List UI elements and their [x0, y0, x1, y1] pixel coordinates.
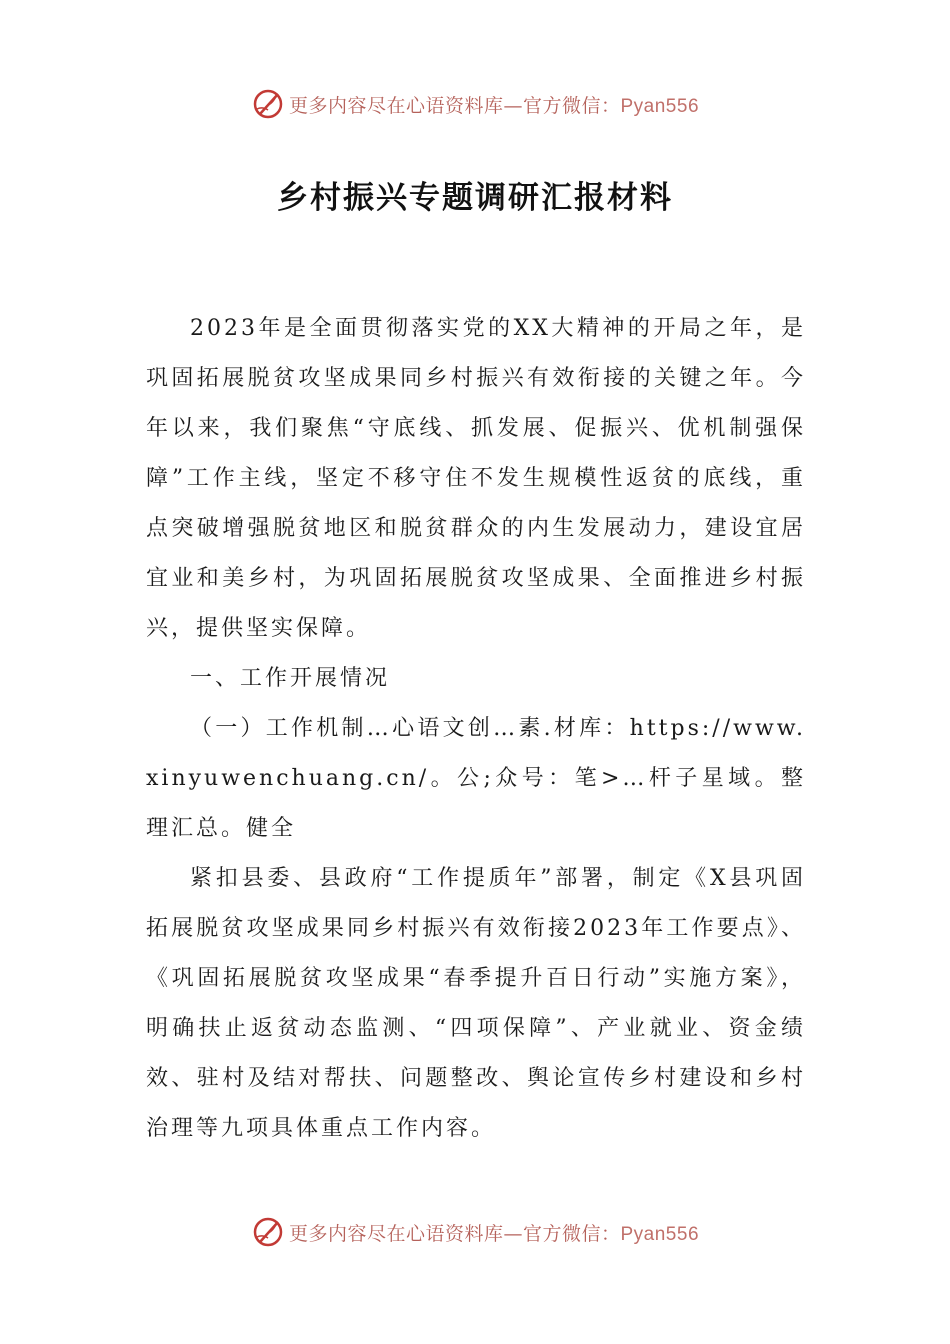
watermark-text — [289, 91, 699, 118]
paragraph-intro: 2023年是全面贯彻落实党的XX大精神的开局之年，是巩固拓展脱贫攻坚成果同乡村振兴有效衔接的关键之年。今年以来，我们聚焦“守底线、抓发展、促振兴、优机制强保障”工作主线，坚定不移守住不发生规模性返贫的底线，重点突破增强脱贫地区和脱贫群众的内生发展动力，建设宜居宜业和美乡村，为巩固拓展脱贫攻坚成果、全面推进乡村振兴，提供坚实保障。 — [146, 316, 806, 641]
watermark-text-cn: 更多内容尽在心语资料库—官方微信： — [288, 94, 621, 117]
paragraph-mechanism: 紧扣县委、县政府“工作提质年”部署，制定《X县巩固拓展脱贫攻坚成果同乡村振兴有效衔接2023年工作要点》、《巩固拓展脱贫攻坚成果“春季提升百日行动”实施方案》，明确扶止返贫动态监测、“四项保障”、产业就业、资金绩效、驻村及结对帮扶、问题整改、舆论宣传乡村建设和乡村治理等九项具体重点工作内容。 — [146, 866, 806, 1141]
watermark-text — [289, 1219, 699, 1246]
document-title: 乡村振兴专题调研汇报材料 — [277, 180, 673, 216]
footer-watermark-banner — [0, 1212, 950, 1252]
section-heading-1: 一、工作开展情况 — [190, 666, 391, 691]
quill-pen-logo-icon — [251, 1215, 285, 1249]
header-watermark-banner — [0, 84, 950, 124]
watermark-wechat-id: Pyan556 — [620, 95, 700, 117]
watermark-wechat-id: Pyan556 — [620, 1223, 700, 1245]
watermark-text-cn: 更多内容尽在心语资料库—官方微信： — [288, 1222, 621, 1245]
subsection-heading-1: （一）工作机制…心语文创…素.材库：https://www.xinyuwenchuang.cn/。公;众号：笔>…杆子星域。整理汇总。健全 — [146, 716, 806, 841]
document-body — [146, 304, 806, 1154]
quill-pen-logo-icon — [251, 87, 285, 121]
